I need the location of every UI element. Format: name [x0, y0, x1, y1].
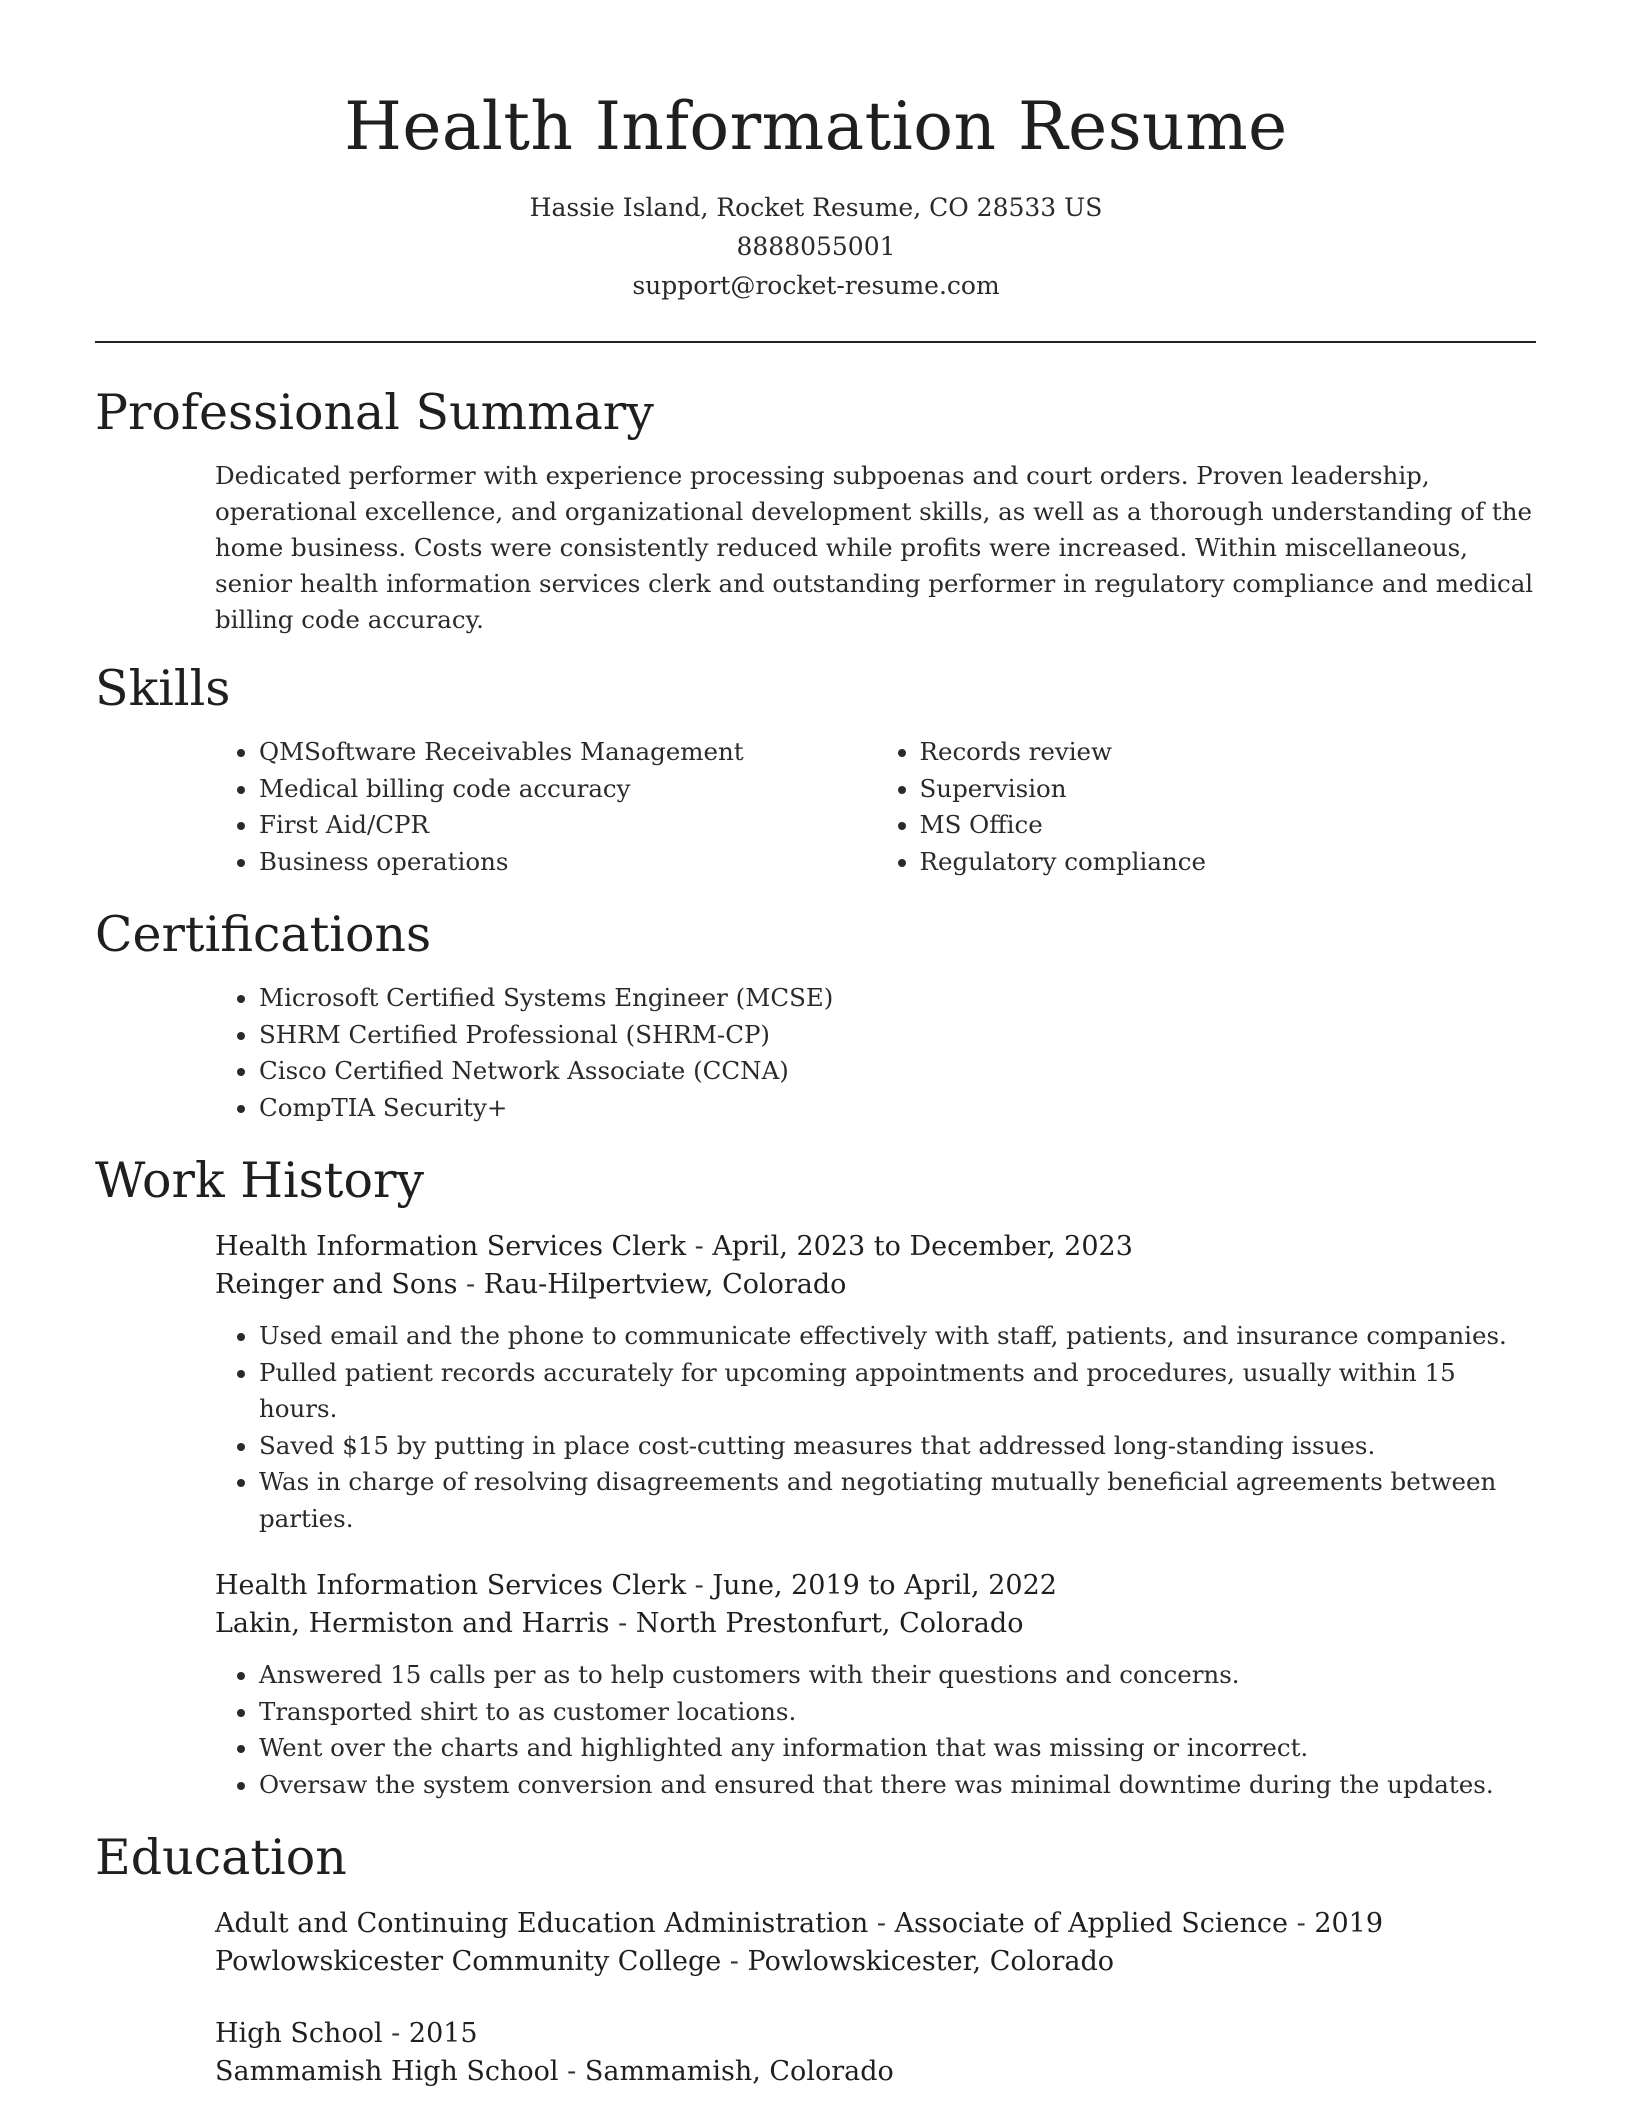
- skills-section: [95, 656, 1536, 880]
- skill-item: • Business operations: [259, 844, 876, 881]
- skill-item: • Supervision: [920, 771, 1537, 808]
- skills-heading: Skills: [95, 660, 231, 717]
- education-location: Sammamish, Colorado: [584, 2056, 894, 2087]
- job-entry: [215, 1567, 1536, 1803]
- job-bullets: [215, 1657, 1536, 1803]
- education-entry: [215, 1905, 1536, 1981]
- job-bullet: • Went over the charts and highlighted any information that was missing or incorrect.: [259, 1730, 1536, 1767]
- job-company-line: [215, 1605, 1536, 1643]
- job-entry: [215, 1228, 1536, 1537]
- education-heading: Education: [95, 1829, 347, 1886]
- certifications-heading: Certifications: [95, 906, 432, 963]
- certification-item: • SHRM Certified Professional (SHRM-CP): [259, 1017, 1536, 1054]
- job-role: Health Information Services Clerk: [215, 1570, 687, 1601]
- skill-item: • Records review: [920, 734, 1537, 771]
- skill-item: • MS Office: [920, 807, 1537, 844]
- separator: -: [686, 1570, 713, 1601]
- skill-item: • Regulatory compliance: [920, 844, 1537, 881]
- job-title-line: [215, 1228, 1536, 1266]
- resume-header: [0, 0, 1632, 305]
- skills-list-right: [876, 734, 1537, 880]
- contact-phone: 8888055001: [736, 232, 896, 261]
- education-field: Adult and Continuing Education Administration: [215, 1908, 869, 1939]
- education-entry: [215, 2015, 1536, 2091]
- skills-list-left: [215, 734, 876, 880]
- education-year: 2019: [1314, 1908, 1384, 1939]
- education-school-line: [215, 2053, 1536, 2091]
- work-history-heading: Work History: [95, 1152, 425, 1209]
- job-company-line: [215, 1266, 1536, 1304]
- job-bullet: • Was in charge of resolving disagreements and negotiating mutually beneficial agreements between parties.: [259, 1464, 1536, 1537]
- certification-item: • Microsoft Certified Systems Engineer (MCSE): [259, 980, 1536, 1017]
- certification-item: • Cisco Certified Network Associate (CCNA): [259, 1053, 1536, 1090]
- certifications-section: [95, 902, 1536, 1126]
- education-year: 2015: [408, 2018, 478, 2049]
- education-school: Sammamish High School: [215, 2056, 559, 2087]
- summary-text: Dedicated performer with experience processing subpoenas and court orders. Proven leadership, operational excellence, and organizational development skills, as well as a thorough understanding of the home business. Costs were consistently reduced while profits were increased. Within miscellaneous, senior health information services clerk and outstanding performer in regulatory compliance and medical billing code accuracy.: [215, 461, 1534, 634]
- separator: -: [457, 1269, 484, 1300]
- separator: -: [868, 1908, 895, 1939]
- contact-address: Hassie Island, Rocket Resume, CO 28533 US: [529, 193, 1103, 222]
- contact-block: [0, 188, 1632, 305]
- certifications-list: [215, 980, 1536, 1126]
- job-bullet: • Answered 15 calls per as to help customers with their questions and concerns.: [259, 1657, 1536, 1694]
- education-field: High School: [215, 2018, 383, 2049]
- education-location: Powlowskicester, Colorado: [747, 1946, 1115, 1977]
- summary-section: [95, 380, 1536, 638]
- separator: -: [609, 1608, 636, 1639]
- job-dates: June, 2019 to April, 2022: [712, 1570, 1057, 1601]
- skill-item: • Medical billing code accuracy: [259, 771, 876, 808]
- education-degree: Associate of Applied Science: [894, 1908, 1289, 1939]
- skill-item: • First Aid/CPR: [259, 807, 876, 844]
- resume-title: Health Information Resume: [344, 88, 1288, 165]
- separator: -: [1288, 1908, 1315, 1939]
- job-location: Rau-Hilpertview, Colorado: [483, 1269, 847, 1300]
- resume-content: [95, 380, 1536, 2091]
- separator: -: [721, 1946, 748, 1977]
- job-location: North Prestonfurt, Colorado: [635, 1608, 1024, 1639]
- education-school: Powlowskicester Community College: [215, 1946, 722, 1977]
- job-company: Reinger and Sons: [215, 1269, 458, 1300]
- job-bullet: • Oversaw the system conversion and ensured that there was minimal downtime during the updates.: [259, 1767, 1536, 1804]
- work-history-section: [95, 1148, 1536, 1803]
- job-bullets: [215, 1318, 1536, 1537]
- education-section: [95, 1825, 1536, 2091]
- job-bullet: • Saved $15 by putting in place cost-cutting measures that addressed long-standing issues.: [259, 1428, 1536, 1465]
- skills-grid: [215, 734, 1536, 880]
- job-company: Lakin, Hermiston and Harris: [215, 1608, 610, 1639]
- job-dates: April, 2023 to December, 2023: [712, 1231, 1133, 1262]
- job-title-line: [215, 1567, 1536, 1605]
- certifications-block: [215, 980, 1536, 1126]
- separator: -: [686, 1231, 713, 1262]
- summary-heading: Professional Summary: [95, 384, 654, 441]
- job-bullet: • Pulled patient records accurately for upcoming appointments and procedures, usually within 15 hours.: [259, 1355, 1536, 1428]
- job-bullet: • Transported shirt to as customer locations.: [259, 1694, 1536, 1731]
- job-role: Health Information Services Clerk: [215, 1231, 687, 1262]
- header-divider: [95, 341, 1536, 343]
- education-school-line: [215, 1943, 1536, 1981]
- skill-item: • QMSoftware Receivables Management: [259, 734, 876, 771]
- job-bullet: • Used email and the phone to communicate effectively with staff, patients, and insurance companies.: [259, 1318, 1536, 1355]
- separator: -: [382, 2018, 409, 2049]
- contact-email: support@rocket-resume.com: [632, 271, 1000, 300]
- education-degree-line: [215, 1905, 1536, 1943]
- certification-item: • CompTIA Security+: [259, 1090, 1536, 1127]
- separator: -: [558, 2056, 585, 2087]
- education-degree-line: [215, 2015, 1536, 2053]
